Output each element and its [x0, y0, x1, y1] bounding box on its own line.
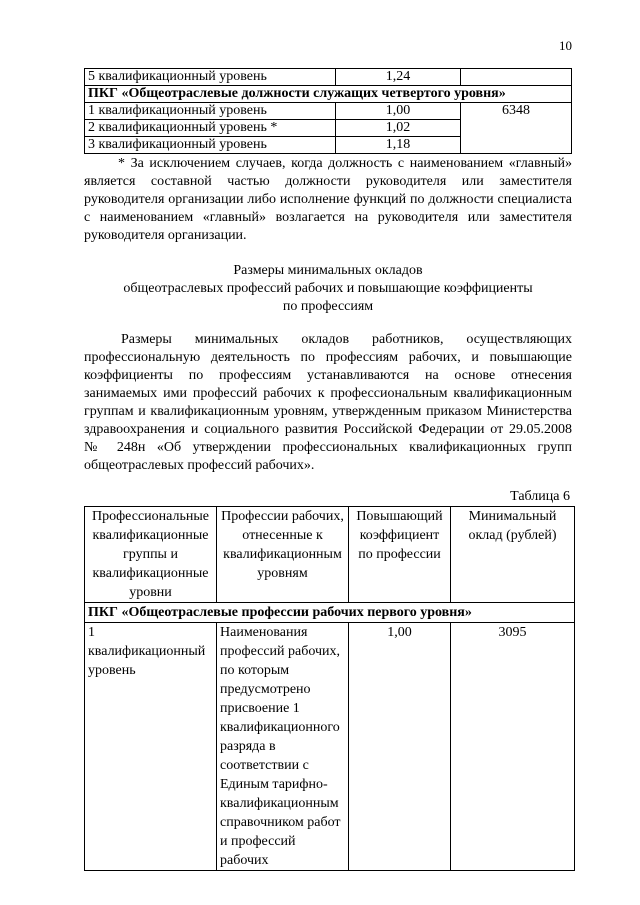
level-cell: 1 квалификационный уровень [85, 623, 217, 871]
table-label: Таблица 6 [510, 489, 570, 504]
table-row [85, 69, 572, 86]
header-professions: Профессии рабочих, отнесенные к квалификационным уровням [217, 507, 349, 603]
intro-paragraph: Размеры минимальных окладов работников, осуществляющих профессиональную деятельность по профессиям рабочих, и повышающие коэффициенты по профессиям устанавливаются на основе отнесения занимаемых ими профессий рабочих к профессиональным квалификационным группам и квалификационным уровням, утвержденным приказом Министерства здравоохранения и социального развития Российской Федерации от 29.05.2008 № 248н «Об утверждении профессиональных квалификационных групп общеотраслевых профессий рабочих». [84, 332, 572, 473]
group-row [85, 86, 572, 103]
salary-cell: 3095 [451, 623, 575, 871]
header-salary: Минимальный оклад (рублей) [451, 507, 575, 603]
section-title-line-1: Размеры минимальных окладов [233, 263, 423, 278]
table-header-row [85, 507, 575, 603]
header-groups: Профессиональные квалификационные группы и квалификационные уровни [85, 507, 217, 603]
level-cell: 1 квалификационный уровень [85, 103, 336, 120]
group-title: ПКГ «Общеотраслевые должности служащих четвертого уровня» [85, 86, 572, 103]
section-title-line-2: общеотраслевых профессий рабочих и повышающие коэффициенты [123, 281, 533, 296]
footnote: * За исключением случаев, когда должность с наименованием «главный» является составной частью должности руководителя или заместителя руководителя организации либо исполнение функций по должности специалиста с наименованием «главный» возлагается на руководителя или заместителя руководителя организации. [84, 156, 572, 243]
coef-cell: 1,02 [336, 120, 461, 137]
salary-cell: 6348 [461, 103, 572, 154]
salary-cell [461, 69, 572, 86]
worker-professions-table [84, 506, 575, 871]
coef-cell: 1,00 [349, 623, 451, 871]
page-number: 10 [559, 38, 572, 53]
coef-cell: 1,18 [336, 137, 461, 154]
qualification-table-continued [84, 68, 572, 154]
table-row [85, 103, 572, 120]
section-title-line-3: по профессиям [282, 299, 374, 314]
header-coefficient: Повышающий коэффициент по профессии [349, 507, 451, 603]
level-cell: 3 квалификационный уровень [85, 137, 336, 154]
table-row [85, 623, 575, 871]
professions-cell: Наименования профессий рабочих, по которым предусмотрено присвоение 1 квалификационного разряда в соответствии с Единым тарифно-квалификационным справочником работ и профессий рабочих [217, 623, 349, 871]
group-row [85, 603, 575, 623]
group-title: ПКГ «Общеотраслевые профессии рабочих первого уровня» [85, 603, 575, 623]
coef-cell: 1,24 [336, 69, 461, 86]
level-cell: 2 квалификационный уровень * [85, 120, 336, 137]
coef-cell: 1,00 [336, 103, 461, 120]
level-cell: 5 квалификационный уровень [85, 69, 336, 86]
